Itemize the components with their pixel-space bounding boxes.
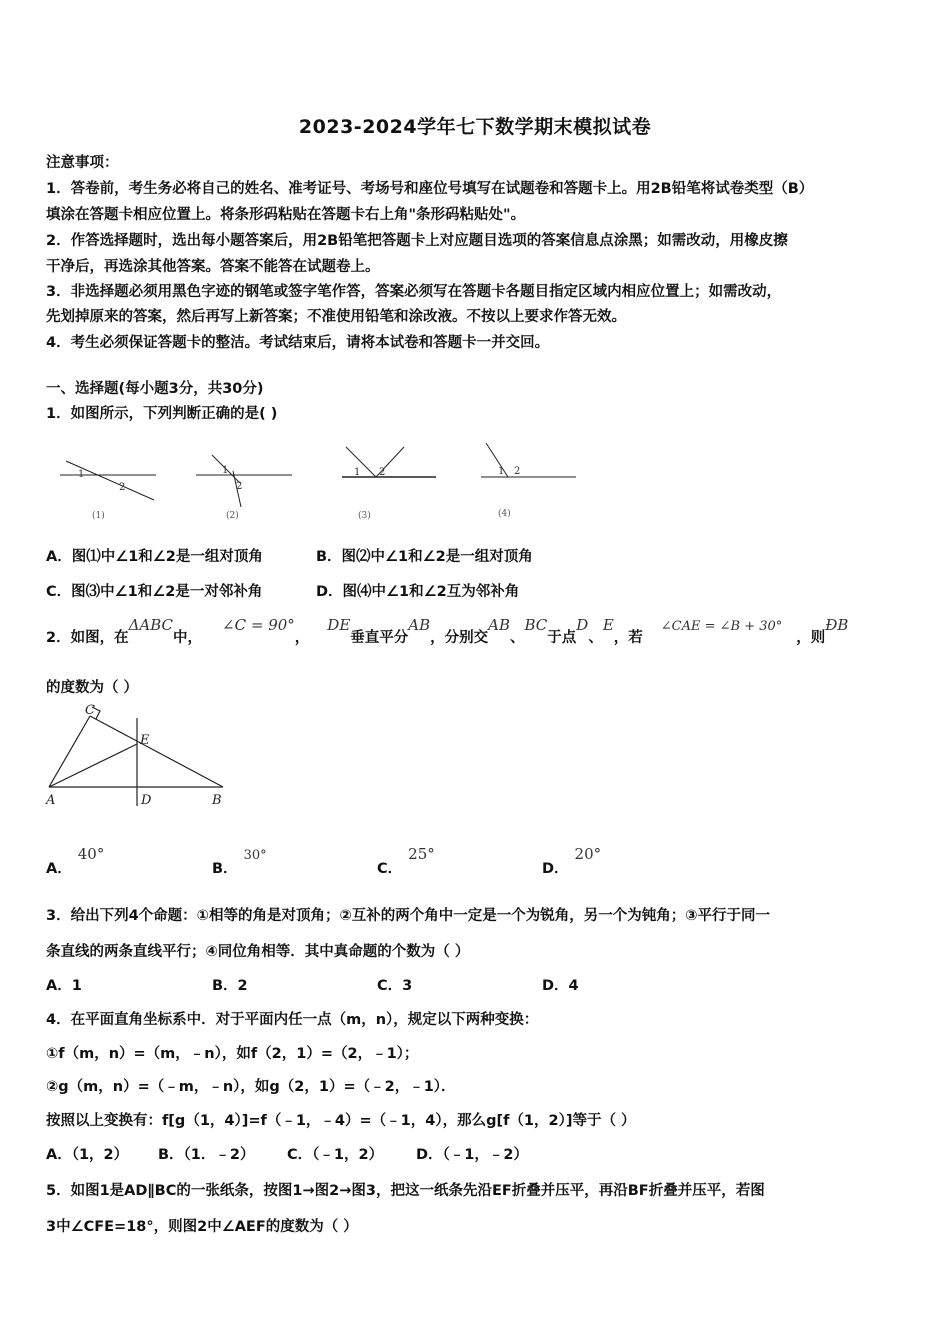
notice-line: 4．考生必须保证答题卡的整洁。考试结束后，请将本试卷和答题卡一并交回。 <box>46 335 550 351</box>
question-2-option-a: A．40° <box>46 845 105 877</box>
q2-text: 中， <box>173 630 203 646</box>
q2-math-triangle: ΔABC <box>128 616 174 634</box>
notice-line: 先划掉原来的答案，然后再写上新答案；不准使用铅笔和涂改液。不按以上要求作答无效。 <box>46 309 626 325</box>
angle-2-label: 2 <box>379 467 386 478</box>
vertex-a-label: A <box>46 793 56 808</box>
q2-math-ab: AB <box>408 616 431 634</box>
question-4-question: 按照以上变换有：f[g（1，4）]=f（﹣1，﹣4）=（﹣1，4），那么g[f（1，2）]等于（ ） <box>46 1113 636 1129</box>
angle-2-label: 2 <box>236 481 243 492</box>
figure-label: (1) <box>92 511 105 521</box>
question-3-option-b: B．2 <box>212 978 248 994</box>
point-d-label: D <box>141 793 152 808</box>
question-2-triangle-figure <box>40 700 240 812</box>
question-3-stem-cont: 条直线的两条直线平行；④同位角相等．其中真命题的个数为（ ） <box>46 944 470 960</box>
q2-math-de: DE <box>327 616 351 634</box>
angle-1-label: 1 <box>498 466 505 477</box>
notice-line: 2．作答选择题时，选出每小题答案后，用2B铅笔把答题卡上对应题目选项的答案信息点涂黑；如需改动，用橡皮擦 <box>46 233 788 249</box>
question-2-stem-cont: 的度数为（ ） <box>46 680 139 696</box>
question-4-rule-g: ②g（m，n）=（﹣m，﹣n），如g（2，1）=（﹣2，﹣1）． <box>46 1079 456 1095</box>
figure-1 <box>60 461 156 521</box>
question-4-option-b: B．（1．﹣2） <box>158 1147 255 1163</box>
notice-line: 干净后，再选涂其他答案。答案不能答在试题卷上。 <box>46 259 380 275</box>
question-1-option-a: A．图⑴中∠1和∠2是一组对顶角 <box>46 549 263 565</box>
section-heading: 一、选择题(每小题3分，共30分) <box>46 381 264 397</box>
q2-text: ，分别交 <box>430 630 489 646</box>
question-5-stem: 5．如图1是AD∥BC的一张纸条，按图1→图2→图3，把这一纸条先沿EF折叠并压平，再沿BF折叠并压平，若图 <box>46 1183 765 1199</box>
question-5-stem-cont: 3中∠CFE=18°，则图2中∠AEF的度数为（ ） <box>46 1219 358 1235</box>
q2-math-angle-b: ÐB <box>825 616 849 634</box>
point-e-label: E <box>140 733 150 748</box>
angle-1-label: 1 <box>354 467 361 478</box>
q2-text: 2．如图，在 <box>46 630 129 646</box>
angle-1-label: 1 <box>78 469 85 480</box>
angle-1-label: 1 <box>222 465 229 476</box>
vertex-b-label: B <box>212 793 222 808</box>
q2-text: ， <box>294 630 310 646</box>
question-4-stem: 4．在平面直角坐标系中．对于平面内任一点（m，n），规定以下两种变换： <box>46 1012 539 1028</box>
q2-text: ，若 <box>613 630 643 646</box>
question-3-option-a: A．1 <box>46 978 82 994</box>
question-4-option-d: D．（﹣1，﹣2） <box>416 1147 528 1163</box>
vertex-c-label: C <box>85 703 95 718</box>
question-3-option-c: C．3 <box>377 978 413 994</box>
question-2-stem <box>46 616 916 647</box>
figure-label: (3) <box>358 511 371 521</box>
notice-line: 1．答卷前，考生务必将自己的姓名、准考证号、考场号和座位号填写在试题卷和答题卡上。用2B铅笔将试卷类型（B） <box>46 181 814 197</box>
figure-label: (4) <box>498 509 511 519</box>
question-3-option-d: D．4 <box>542 978 579 994</box>
q2-text: 、 <box>510 630 525 646</box>
q2-text: ，则 <box>796 630 826 646</box>
notice-line: 3．非选择题必须用黑色字迹的钢笔或签字笔作答，答案必须写在答题卡各题目指定区域内相应位置上；如需改动， <box>46 284 782 300</box>
q2-math-e: E <box>602 616 614 634</box>
question-2-option-d: D．20° <box>542 845 602 877</box>
q2-math-condition: ∠CAE = ∠B + 30° <box>660 619 783 634</box>
figure-label: (2) <box>226 511 239 521</box>
question-1-option-b: B．图⑵中∠1和∠2是一组对顶角 <box>316 549 533 565</box>
figure-2 <box>196 455 292 521</box>
notice-heading: 注意事项： <box>46 155 119 171</box>
q2-text: 于点 <box>547 630 577 646</box>
page-title: 2023-2024学年七下数学期末模拟试卷 <box>298 116 652 138</box>
question-1-option-d: D．图⑷中∠1和∠2互为邻补角 <box>316 584 520 600</box>
figure-3 <box>342 447 436 521</box>
figure-4 <box>481 443 576 519</box>
q2-math-ab: AB <box>488 616 510 634</box>
question-2-option-c: C．25° <box>377 845 435 877</box>
angle-2-label: 2 <box>514 466 521 477</box>
q2-text: 垂直平分 <box>350 630 409 646</box>
question-4-rule-f: ①f（m，n）=（m，﹣n），如f（2，1）=（2，﹣1）； <box>46 1046 419 1062</box>
question-4-option-a: A．（1，2） <box>46 1147 129 1163</box>
notice-line: 填涂在答题卡相应位置上。将条形码粘贴在答题卡右上角"条形码粘贴处"。 <box>46 207 526 223</box>
q2-math-d: D <box>576 616 589 634</box>
question-3-stem: 3．给出下列4个命题：①相等的角是对顶角；②互补的两个角中一定是一个为锐角，另一个为钝角；③平行于同一 <box>46 908 771 924</box>
q2-math-angle-c: ∠C = 90° <box>222 616 295 634</box>
q2-text: 、 <box>588 630 603 646</box>
question-1-figures <box>46 435 606 530</box>
angle-2-label: 2 <box>119 482 126 493</box>
question-1-option-c: C．图⑶中∠1和∠2是一对邻补角 <box>46 584 263 600</box>
question-4-option-c: C．（﹣1，2） <box>287 1147 384 1163</box>
question-1-stem: 1．如图所示，下列判断正确的是( ) <box>46 406 278 422</box>
question-2-option-b: B．30° <box>212 848 267 877</box>
q2-math-bc: BC <box>524 616 548 634</box>
